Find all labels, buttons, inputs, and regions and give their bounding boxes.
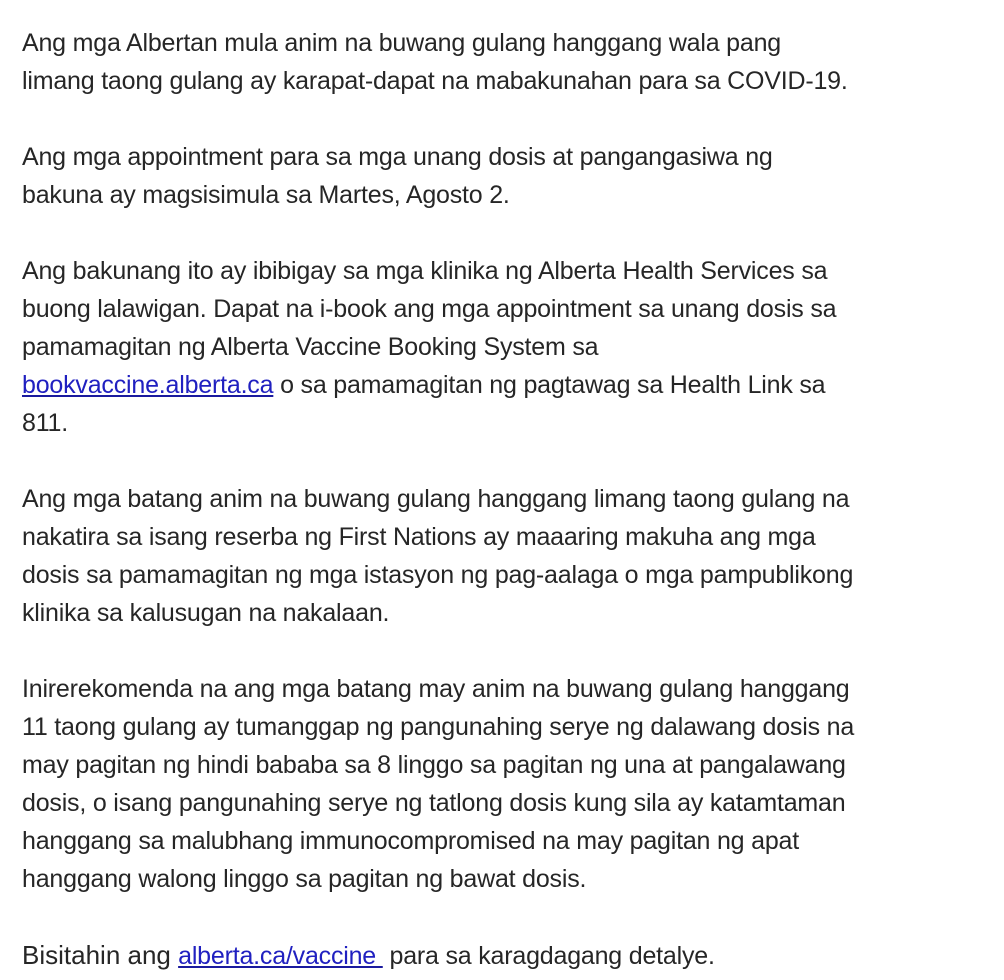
text-line xyxy=(22,936,986,975)
body-text: dosis sa pamamagitan ng mga istasyon ng pag-aalaga o mga pampublikong xyxy=(22,561,854,589)
body-text: o sa pamamagitan ng pagtawag sa Health Link sa xyxy=(273,371,826,399)
body-text: Ang mga appointment para sa mga unang dosis at pangangasiwa ng xyxy=(22,143,773,171)
body-text: Ang mga Albertan mula anim na buwang gulang hanggang wala pang xyxy=(22,29,781,57)
body-text: 811. xyxy=(22,409,69,437)
paragraph-first-nations xyxy=(22,480,986,632)
paragraph-clinics-booking xyxy=(22,252,986,442)
text-line xyxy=(22,480,986,518)
text-line xyxy=(22,518,986,556)
body-text: hanggang sa malubhang immunocompromised na may pagitan ng apat xyxy=(22,827,799,855)
text-line xyxy=(22,404,986,442)
body-text: bakuna ay magsisimula sa Martes, Agosto 2. xyxy=(22,181,510,209)
body-text: pamamagitan ng Alberta Vaccine Booking System sa xyxy=(22,333,599,361)
bookvaccine-link[interactable]: bookvaccine.alberta.ca xyxy=(22,371,274,399)
text-line xyxy=(22,556,986,594)
body-text: dosis, o isang pangunahing serye ng tatlong dosis kung sila ay katamtaman xyxy=(22,789,846,817)
body-text: nakatira sa isang reserba ng First Nations ay maaaring makuha ang mga xyxy=(22,523,816,551)
text-line xyxy=(22,138,986,176)
text-line xyxy=(22,746,986,784)
text-line xyxy=(22,62,986,100)
text-line xyxy=(22,290,986,328)
text-line xyxy=(22,860,986,898)
body-text: Inirerekomenda na ang mga batang may anim na buwang gulang hanggang xyxy=(22,675,850,703)
text-line xyxy=(22,594,986,632)
body-text: may pagitan ng hindi bababa sa 8 linggo sa pagitan ng una at pangalawang xyxy=(22,751,846,779)
alberta-vaccine-link[interactable]: alberta.ca/vaccine xyxy=(178,942,383,970)
text-line xyxy=(22,24,986,62)
body-text: 11 taong gulang ay tumanggap ng pangunahing serye ng dalawang dosis na xyxy=(22,713,855,741)
text-line xyxy=(22,708,986,746)
body-text: buong lalawigan. Dapat na i-book ang mga appointment sa unang dosis sa xyxy=(22,295,837,323)
body-text: Ang mga batang anim na buwang gulang hanggang limang taong gulang na xyxy=(22,485,850,513)
body-text: klinika sa kalusugan na nakalaan. xyxy=(22,599,390,627)
body-text: para sa karagdagang detalye. xyxy=(382,942,715,970)
text-line xyxy=(22,784,986,822)
text-line xyxy=(22,822,986,860)
body-text: Ang bakunang ito ay ibibigay sa mga klinika ng Alberta Health Services sa xyxy=(22,257,828,285)
body-text: hanggang walong linggo sa pagitan ng bawat dosis. xyxy=(22,865,587,893)
text-line xyxy=(22,252,986,290)
paragraph-appointments xyxy=(22,138,986,214)
paragraph-eligibility xyxy=(22,24,986,100)
text-line xyxy=(22,366,986,404)
body-text: Bisitahin ang xyxy=(22,940,179,970)
paragraph-more-info xyxy=(22,936,986,975)
paragraph-dosing-recommendation xyxy=(22,670,986,898)
text-line xyxy=(22,328,986,366)
text-line xyxy=(22,176,986,214)
text-line xyxy=(22,670,986,708)
body-text: limang taong gulang ay karapat-dapat na mabakunahan para sa COVID-19. xyxy=(22,67,848,95)
